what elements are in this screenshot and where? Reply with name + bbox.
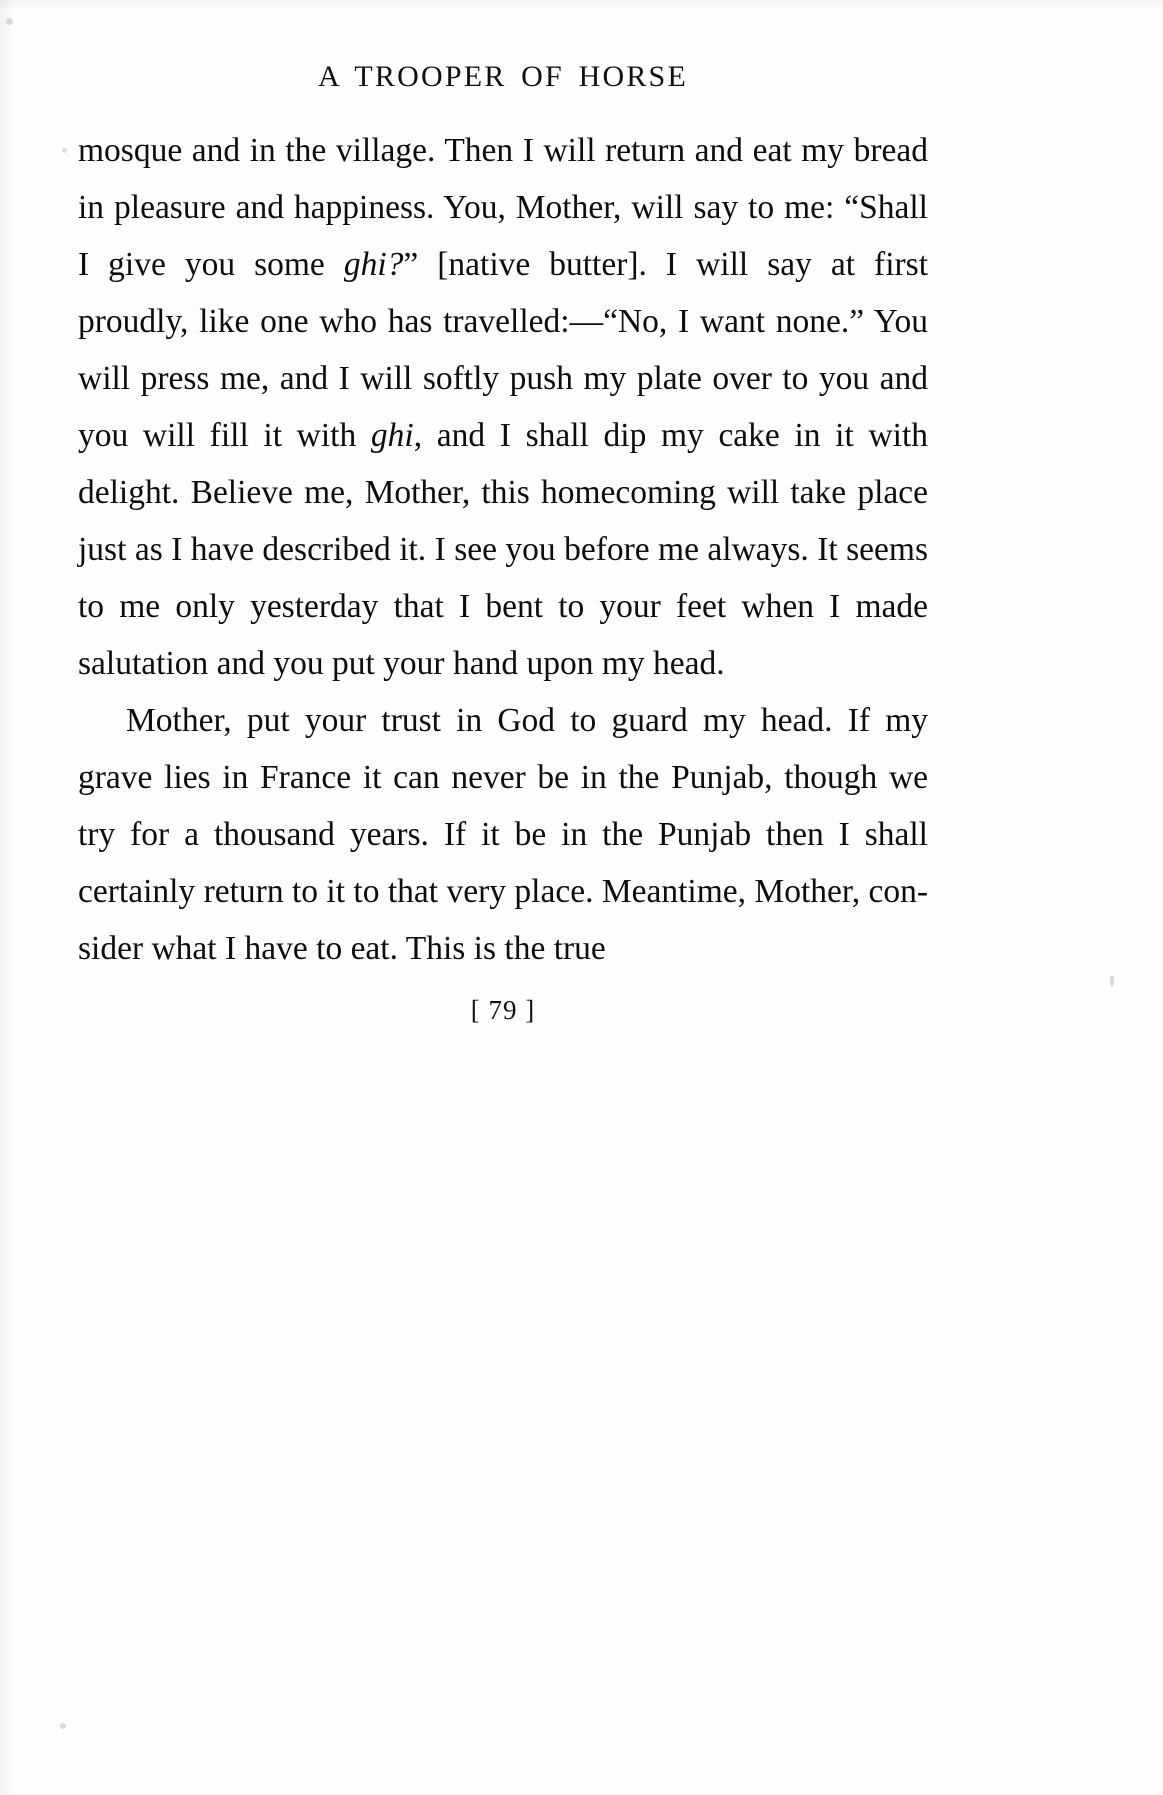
- running-head: A TROOPER OF HORSE: [318, 60, 688, 93]
- scan-speck: [60, 1723, 66, 1729]
- page-edge-shadow-left: [0, 0, 14, 1795]
- page-edge-shadow-top: [0, 0, 1163, 10]
- paragraph-run: , and I shall dip my cake in it with delight. Believe me, Mother, this homecoming will take place just as I have described it. I see you before me always. It seems to me only yesterday that I bent to your feet when I made salutation and you put your hand upon my head.: [78, 417, 928, 682]
- scan-speck: [62, 148, 67, 153]
- scan-speck: [1110, 975, 1114, 987]
- paragraph-run: Mother, put your trust in God to guard my head. If my grave lies in France it can never be in the Punjab, though we try for a thousand years. If it be in the Punjab then I shall certainly return to it to that very place. Meantime, Mother, con-sider what I have to eat. This is the true: [78, 702, 928, 967]
- page-number: [ 79 ]: [470, 995, 536, 1025]
- body-text: [78, 122, 928, 977]
- paragraph-run: mosque and in the village. Then I will return and eat my bread in pleasure and happiness. You, Mother, will say to me: “Shall I give you some: [78, 132, 928, 283]
- paragraph-run: ” [native butter]. I will say at first proudly, like one who has travelled:—“No, I want none.” You will press me, and I will softly push my plate over to you and you will fill it with: [78, 246, 928, 454]
- paragraph-run-italic: ghi?: [343, 246, 404, 283]
- page-content: [78, 60, 928, 1026]
- paragraph: [78, 692, 928, 977]
- paragraph: [78, 122, 928, 692]
- paragraph-run-italic: ghi: [370, 417, 414, 454]
- scan-speck: [6, 18, 13, 25]
